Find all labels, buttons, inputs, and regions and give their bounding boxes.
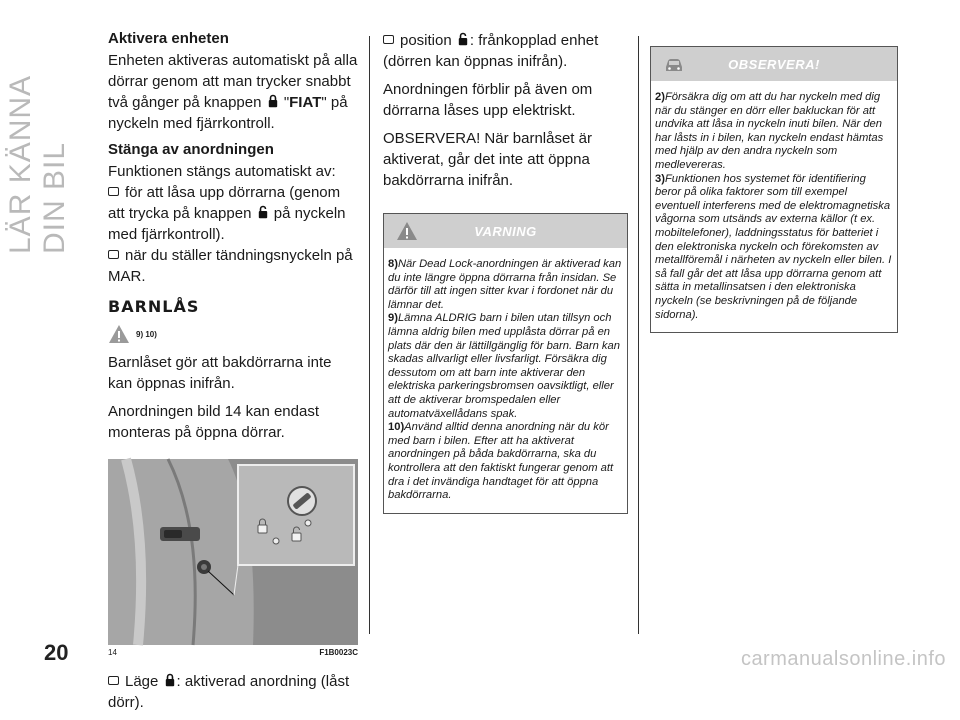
paragraph-barnlas-2: Anordningen bild 14 kan endast monteras på öppna dörrar. — [108, 403, 319, 441]
column-divider-2 — [638, 36, 639, 634]
bullet-position: position : frånkopplad enhet (dörren kan öppnas inifrån). — [383, 32, 599, 70]
warning-box — [383, 213, 628, 514]
reference-numbers: 9) 10) — [136, 329, 157, 339]
column-3 — [650, 46, 898, 333]
warning-body — [384, 248, 627, 513]
heading-activate: Aktivera enheten — [108, 30, 229, 47]
checkbox-icon — [108, 250, 119, 259]
heading-barnlas: BARNLÅS — [108, 297, 200, 316]
section-side-title: LÄR KÄNNA DIN BIL — [4, 76, 71, 254]
bullet-ignition: när du ställer tändningsnyckeln på MAR. — [108, 247, 353, 285]
column-1 — [108, 30, 358, 720]
column-2 — [383, 30, 628, 514]
heading-deactivate: Stänga av anordningen — [108, 141, 274, 158]
paragraph-note: OBSERVERA! När barnlåset är aktiverat, går det inte att öppna bakdörrarna inifrån. — [383, 130, 592, 189]
observera-item-3: 3)Funktionen hos systemet för identifiering beror på olika faktorer som till exempel eventuell interferens med de elektromagnetiska vågorna som utsänds av externa källor (t ex. mobiltelefoner), laddningsstatus för batteriet i den elektroniska nyckeln och förekomsten av metallföremål i närheten av nyckeln eller bilen. I så fall går det att låsa upp dörrarna genom att sätta in metallinsatsen i den elektroniska nyckeln (se beskrivningen på de följande sidorna). — [655, 172, 892, 321]
warning-refs — [108, 324, 358, 344]
paragraph-remains-on: Anordningen förblir på även om dörrarna låses upp elektriskt. — [383, 81, 593, 119]
warning-box-header — [384, 214, 627, 248]
warning-triangle-icon — [108, 324, 130, 344]
lock-icon — [165, 673, 175, 687]
watermark: carmanualsonline.info — [740, 648, 946, 670]
figure-child-lock — [108, 459, 358, 645]
observera-box — [650, 46, 898, 333]
bullet-unlock: för att låsa upp dörrarna (genom att trycka på knappen på nyckeln med fjärrkontroll). — [108, 184, 346, 243]
warning-item-10: 10)Använd alltid denna anordning när du kör med barn i bilen. Efter att ha aktiverat anordningen på båda bakdörrarna, ska du kontrollera att den faktiskt fungerar genom att dra i det invändiga handtaget för att öppna bakdörrarna. — [388, 421, 614, 502]
checkbox-icon — [108, 676, 119, 685]
paragraph-activate: Enheten aktiveras automatiskt på alla dörrar genom att man trycker snabbt två gånger på knappen "FIAT" på nyckeln med fjärrkontroll. — [108, 52, 358, 132]
paragraph-deactivate: Funktionen stängs automatiskt av: — [108, 163, 336, 180]
page-number: 20 — [44, 640, 69, 665]
figure-number: 14 — [108, 648, 117, 657]
child-lock-illustration — [108, 459, 358, 645]
column-divider-1 — [369, 36, 370, 634]
observera-title: OBSERVERA! — [728, 56, 820, 72]
lock-icon — [268, 94, 278, 108]
unlock-icon — [258, 205, 268, 219]
bullet-lage: Läge : aktiverad anordning (låst dörr). — [108, 673, 350, 711]
warning-item-9: 9)Lämna ALDRIG barn i bilen utan tillsyn och lämna aldrig bilen med upplåsta dörrar på en plats där den är lättillgänglig för barn. Barn kan skadas allvarligt eller livsfarligt. Försäkra dig dessutom om att barn inte aktiverar den elektriska parkeringsbromsen oavsiktligt, eller att de aktiverar bromspedalen eller automatväxellådans spak. — [388, 312, 620, 420]
figure-code: F1B0023C — [319, 648, 358, 657]
unlock-icon — [458, 32, 468, 46]
observera-item-2: 2)Försäkra dig om att du har nyckeln med dig när du stänger en dörr eller bakluckan för att undvika att låsa in nyckeln inuti bilen. När den har låsts in i bilen, kan nyckeln endast hämtas med hjälp av den andra nyckeln som medlevereras. — [655, 91, 884, 171]
paragraph-barnlas-1: Barnlåset gör att bakdörrarna inte kan öppnas inifrån. — [108, 354, 332, 392]
warning-item-8: 8)När Dead Lock-anordningen är aktiverad kan du inte längre öppna dörrarna från insidan. Se därför till att ingen sitter kvar i fordonet när du lämnar det. — [388, 258, 622, 311]
checkbox-icon — [108, 187, 119, 196]
observera-box-header — [651, 47, 897, 81]
figure-caption — [108, 645, 358, 657]
checkbox-icon — [383, 35, 394, 44]
warning-title: VARNING — [474, 223, 537, 239]
observera-body — [651, 81, 897, 332]
